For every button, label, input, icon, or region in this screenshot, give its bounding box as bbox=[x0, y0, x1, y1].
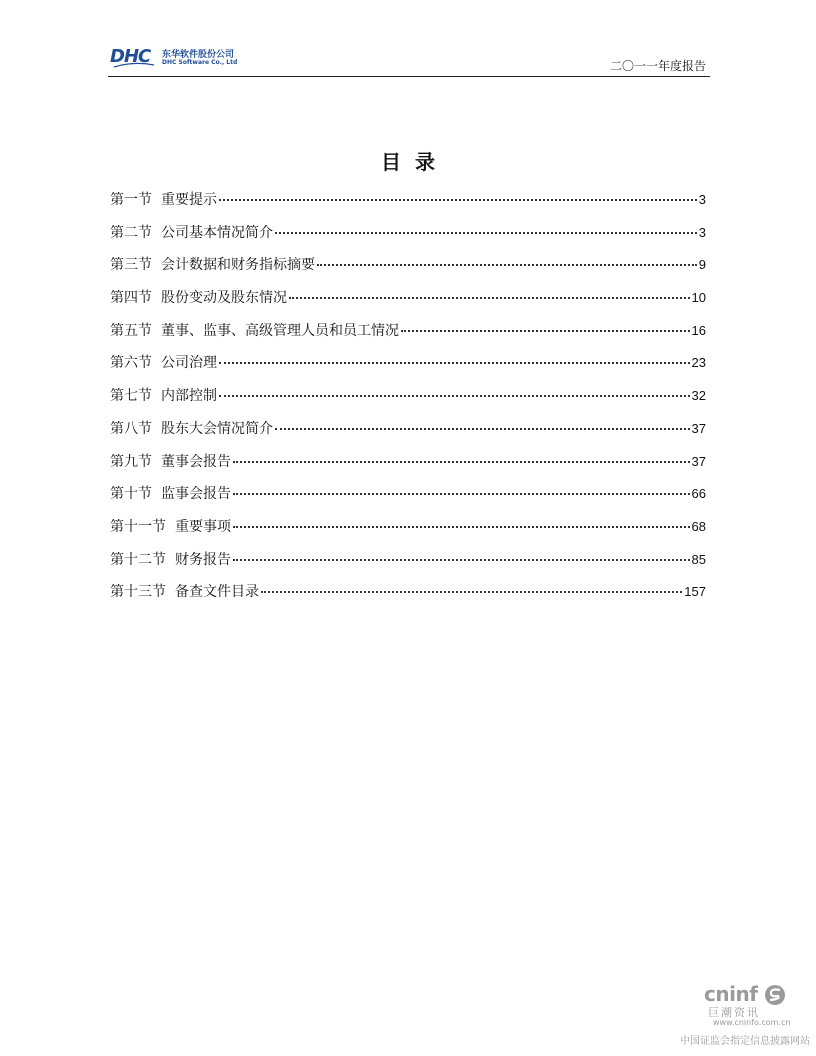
toc-section-number: 第十一节 bbox=[110, 518, 166, 535]
toc-dot-leader bbox=[275, 414, 690, 430]
logo-mark: DHC bbox=[110, 46, 151, 67]
toc-page-number: 3 bbox=[698, 192, 706, 207]
logo-swoosh-icon bbox=[114, 62, 154, 68]
toc-section-number: 第十节 bbox=[110, 486, 152, 503]
toc-section-name: 重要提示 bbox=[161, 192, 217, 208]
toc-section-name: 公司基本情况简介 bbox=[161, 224, 273, 241]
toc-entry[interactable] bbox=[110, 253, 706, 286]
toc-dot-leader bbox=[317, 250, 697, 266]
toc-page-number: 37 bbox=[691, 453, 706, 469]
toc-dot-leader bbox=[289, 283, 690, 299]
toc-page-number: 68 bbox=[691, 518, 706, 534]
toc-page-number: 66 bbox=[691, 486, 706, 502]
toc-section-number: 第四节 bbox=[110, 290, 152, 307]
toc-page-number: 10 bbox=[691, 290, 706, 306]
report-title: 二〇一一年度报告 bbox=[609, 59, 706, 73]
toc-section-number: 第二节 bbox=[110, 224, 152, 241]
watermark-url: www.cninfo.com.cn bbox=[713, 1018, 791, 1027]
toc-page-number: 32 bbox=[691, 388, 706, 404]
toc-entry[interactable] bbox=[110, 319, 706, 352]
toc-dot-leader bbox=[219, 348, 690, 364]
toc-section-number: 第八节 bbox=[110, 420, 152, 437]
toc-dot-leader bbox=[219, 185, 697, 201]
table-of-contents bbox=[110, 188, 706, 613]
toc-dot-leader bbox=[233, 447, 690, 463]
toc-entry[interactable] bbox=[110, 384, 706, 417]
toc-entry[interactable] bbox=[110, 351, 706, 384]
cninfo-s-icon bbox=[764, 984, 786, 1006]
toc-entry[interactable] bbox=[110, 450, 706, 483]
company-name-cn: 东华软件股份公司 bbox=[162, 50, 235, 60]
toc-section-name: 内部控制 bbox=[161, 388, 217, 405]
toc-dot-leader bbox=[233, 479, 690, 495]
toc-page-number: 85 bbox=[691, 551, 706, 567]
toc-section-name: 监事会报告 bbox=[161, 486, 231, 503]
toc-section-name: 会计数据和财务指标摘要 bbox=[161, 257, 315, 274]
watermark-tagline: 中国证监会指定信息披露网站 bbox=[680, 1036, 810, 1047]
toc-dot-leader bbox=[401, 316, 690, 332]
toc-section-number: 第十二节 bbox=[110, 551, 166, 568]
toc-page-number: 16 bbox=[691, 322, 706, 338]
toc-page-number: 3 bbox=[698, 224, 706, 240]
cninfo-watermark bbox=[680, 982, 810, 1048]
watermark-logo-text: cninf bbox=[704, 982, 758, 1006]
toc-dot-leader bbox=[261, 577, 682, 593]
toc-section-name: 财务报告 bbox=[175, 551, 231, 568]
toc-dot-leader bbox=[233, 512, 690, 528]
toc-entry[interactable] bbox=[110, 188, 706, 221]
toc-section-name: 备查文件目录 bbox=[175, 584, 259, 601]
toc-dot-leader bbox=[275, 218, 697, 234]
toc-section-number: 第五节 bbox=[110, 322, 152, 339]
toc-section-name: 股东大会情况简介 bbox=[161, 420, 273, 437]
toc-section-number: 第九节 bbox=[110, 453, 152, 470]
page-header bbox=[108, 40, 710, 77]
toc-entry[interactable] bbox=[110, 221, 706, 254]
toc-title: 目录 bbox=[381, 150, 449, 174]
toc-section-number: 第七节 bbox=[110, 388, 152, 405]
toc-section-name: 董事会报告 bbox=[161, 453, 231, 470]
toc-entry[interactable] bbox=[110, 548, 706, 581]
toc-page-number: 37 bbox=[691, 420, 706, 436]
toc-dot-leader bbox=[219, 381, 690, 397]
toc-section-name: 重要事项 bbox=[175, 518, 231, 535]
toc-section-name: 公司治理 bbox=[161, 355, 217, 372]
company-name-en: DHC Software Co., Ltd bbox=[162, 59, 238, 66]
toc-section-name: 股份变动及股东情况 bbox=[161, 290, 287, 307]
toc-entry[interactable] bbox=[110, 417, 706, 450]
toc-section-name: 董事、监事、高级管理人员和员工情况 bbox=[161, 322, 399, 339]
toc-entry[interactable] bbox=[110, 580, 706, 613]
toc-dot-leader bbox=[233, 545, 690, 561]
toc-entry[interactable] bbox=[110, 515, 706, 548]
toc-entry[interactable] bbox=[110, 482, 706, 515]
toc-page-number: 157 bbox=[684, 584, 706, 600]
toc-section-number: 第一节 bbox=[110, 192, 152, 208]
toc-section-number: 第三节 bbox=[110, 257, 152, 274]
toc-page-number: 23 bbox=[691, 355, 706, 371]
toc-section-number: 第六节 bbox=[110, 355, 152, 372]
toc-section-number: 第十三节 bbox=[110, 584, 166, 601]
watermark-name-cn: 巨潮资讯 bbox=[708, 1006, 760, 1019]
toc-entry[interactable] bbox=[110, 286, 706, 319]
toc-page-number: 9 bbox=[698, 257, 706, 273]
